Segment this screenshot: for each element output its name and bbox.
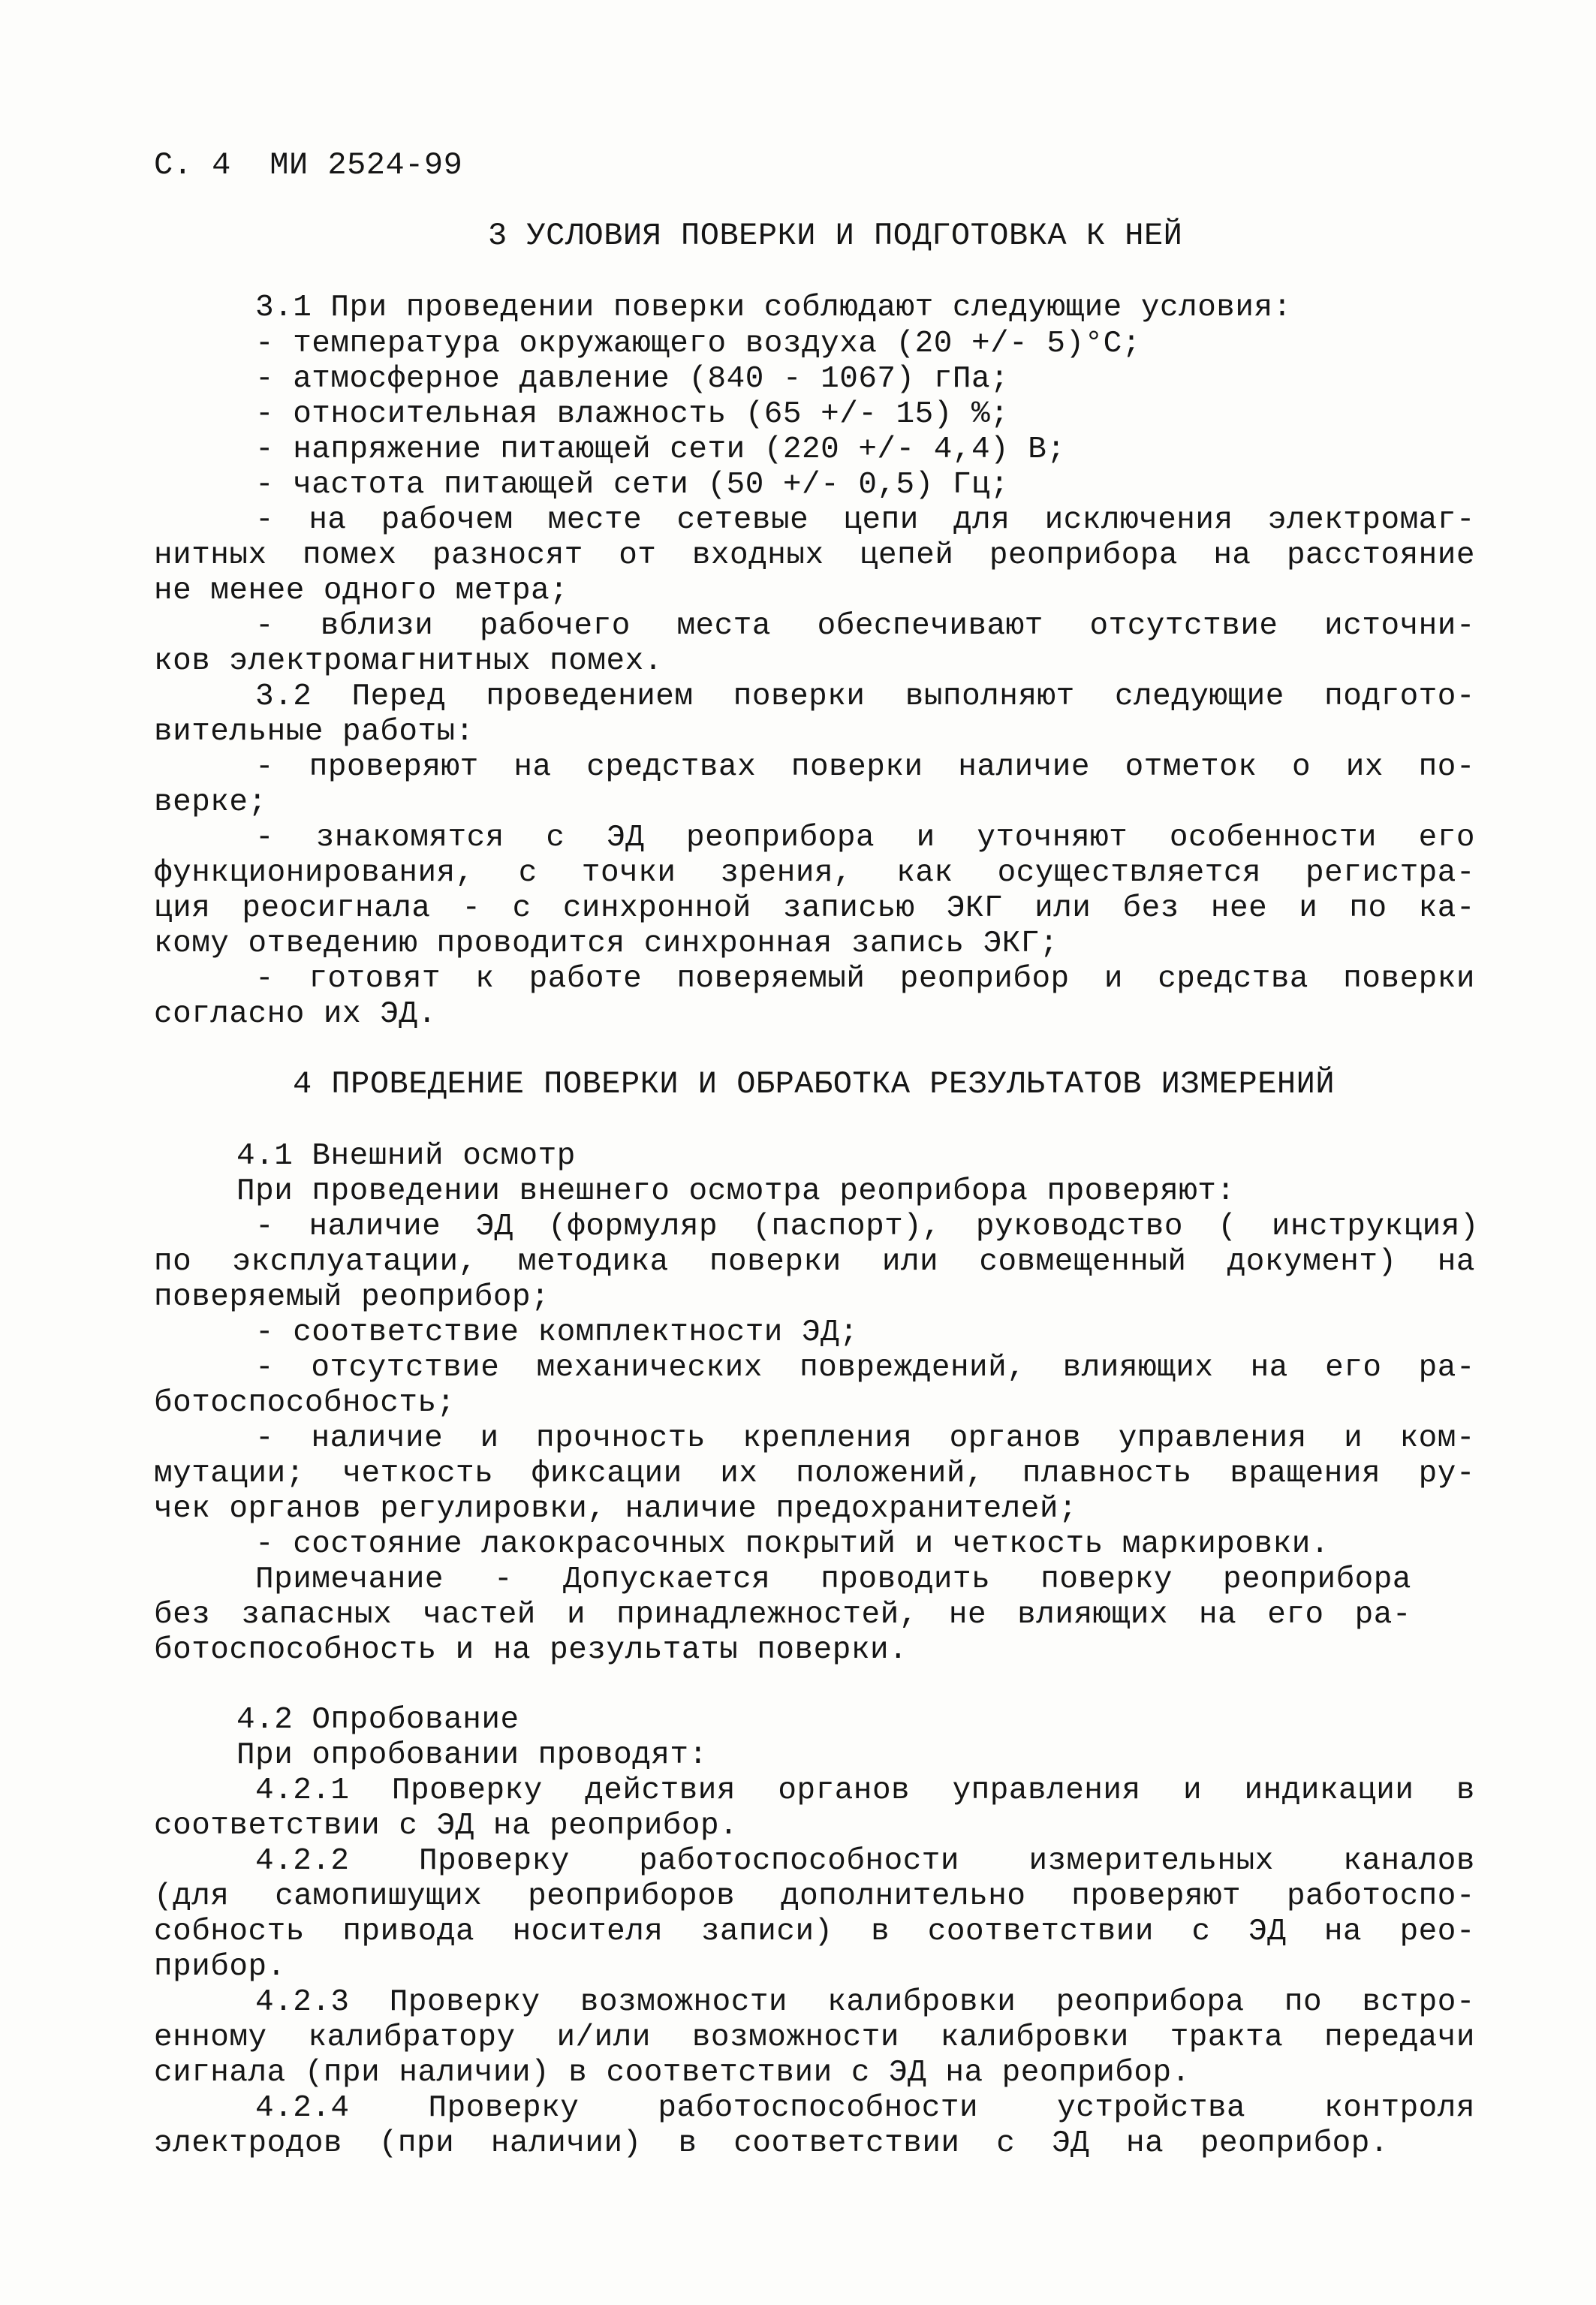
text-line: 4.2.2 Проверку работоспособности измерительных каналов: [255, 1844, 1475, 1879]
text-line: 4.2.1 Проверку действия органов управления и индикации в: [255, 1773, 1475, 1808]
text-line: ция реосигнала - с синхронной записью ЭКГ или без нее и по ка-: [154, 891, 1475, 926]
page-header: [154, 147, 462, 183]
list-item: - вблизи рабочего места обеспечивают отсутствие источни-: [255, 609, 1475, 643]
text-line: вительные работы:: [154, 715, 474, 749]
note-line: ботоспособность и на результаты поверки.: [154, 1633, 908, 1668]
list-item: - готовят к работе поверяемый реоприбор и средства поверки: [255, 962, 1475, 996]
text-line: кому отведению проводится синхронная запись ЭКГ;: [154, 927, 1058, 961]
list-item: - напряжение питающей сети (220 +/- 4,4) В;: [255, 432, 1066, 467]
text-line: электродов (при наличии) в соответствии с ЭД на реоприбор.: [154, 2126, 1389, 2161]
text-line: При опробовании проводят:: [236, 1738, 708, 1773]
text-line: (для самопишущих реоприборов дополнительно проверяют работоспо-: [154, 1879, 1475, 1914]
section-4-title: 4 ПРОВЕДЕНИЕ ПОВЕРКИ И ОБРАБОТКА РЕЗУЛЬТАТОВ ИЗМЕРЕНИЙ: [293, 1066, 1336, 1102]
text-line: прибор.: [154, 1950, 286, 1984]
document-code: МИ 2524-99: [270, 147, 463, 183]
text-line: ков электромагнитных помех.: [154, 644, 663, 679]
list-item: - атмосферное давление (840 - 1067) гПа;: [255, 362, 1010, 396]
text-line: нитных помех разносят от входных цепей реоприбора на расстояние: [154, 538, 1475, 573]
text-line: 3.2 Перед проведением поверки выполняют следующие подгото-: [255, 679, 1475, 714]
text-line: мутации; четкость фиксации их положений, плавность вращения ру-: [154, 1457, 1475, 1491]
text-line: поверяемый реоприбор;: [154, 1280, 550, 1315]
list-item: - наличие и прочность крепления органов управления и ком-: [255, 1421, 1475, 1456]
list-item: - температура окружающего воздуха (20 +/- 5)°С;: [255, 327, 1141, 361]
text-line: согласно их ЭД.: [154, 997, 437, 1032]
text-line: функционирования, с точки зрения, как осуществляется регистра-: [154, 856, 1475, 890]
list-item: - наличие ЭД (формуляр (паспорт), руководство ( инструкция): [255, 1210, 1479, 1244]
subsection-title: 4.1 Внешний осмотр: [236, 1139, 576, 1174]
list-item: - знакомятся с ЭД реоприбора и уточняют особенности его: [255, 821, 1475, 855]
list-item: - относительная влажность (65 +/- 15) %;: [255, 397, 1010, 432]
text-line: 4.2.4 Проверку работоспособности устройства контроля: [255, 2091, 1475, 2126]
list-item: - на рабочем месте сетевые цепи для исключения электромаг-: [255, 503, 1475, 538]
text-line: енному калибратору и/или возможности калибровки тракта передачи: [154, 2020, 1475, 2055]
text-line: сигнала (при наличии) в соответствии с ЭД на реоприбор.: [154, 2056, 1191, 2090]
text-line: ботоспособность;: [154, 1386, 456, 1421]
text-line: соответствии с ЭД на реоприбор.: [154, 1809, 739, 1843]
text-line: 4.2.3 Проверку возможности калибровки реоприбора по встро-: [255, 1985, 1475, 2020]
list-item: - состояние лакокрасочных покрытий и четкость маркировки.: [255, 1527, 1329, 1562]
subsection-title: 4.2 Опробование: [236, 1703, 519, 1737]
list-item: - отсутствие механических повреждений, влияющих на его ра-: [255, 1351, 1475, 1385]
list-item: - частота питающей сети (50 +/- 0,5) Гц;: [255, 468, 1010, 502]
list-item: - соответствие комплектности ЭД;: [255, 1315, 859, 1350]
text-line: верке;: [154, 785, 267, 820]
note-line: Примечание - Допускается проводить поверку реоприбора: [255, 1562, 1411, 1597]
page-number: С. 4: [154, 147, 231, 183]
text-line: 3.1 При проведении поверки соблюдают следующие условия:: [255, 291, 1292, 325]
text-line: собность привода носителя записи) в соответствии с ЭД на рео-: [154, 1915, 1475, 1949]
text-line: При проведении внешнего осмотра реоприбора проверяют:: [236, 1174, 1236, 1209]
text-line: по эксплуатации, методика поверки или совмещенный документ) на: [154, 1245, 1475, 1279]
list-item: - проверяют на средствах поверки наличие отметок о их по-: [255, 750, 1475, 785]
text-line: не менее одного метра;: [154, 574, 569, 608]
text-line: чек органов регулировки, наличие предохранителей;: [154, 1492, 1078, 1526]
section-3-title: 3 УСЛОВИЯ ПОВЕРКИ И ПОДГОТОВКА К НЕЙ: [488, 218, 1183, 254]
note-line: без запасных частей и принадлежностей, не влияющих на его ра-: [154, 1598, 1411, 1632]
